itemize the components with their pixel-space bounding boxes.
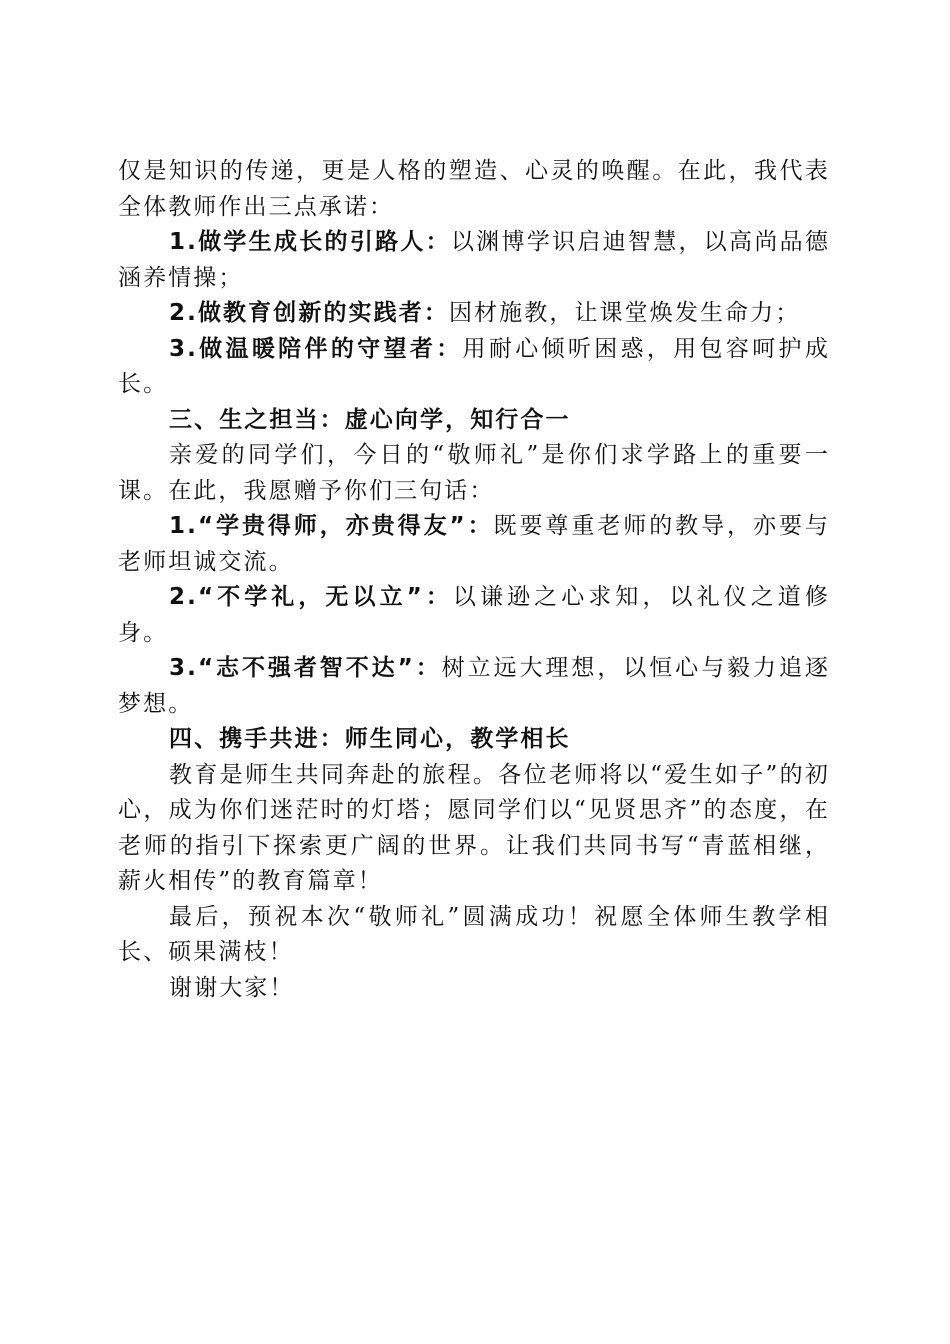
saying-1 [118, 509, 830, 580]
section-3-heading: 三、生之担当：虚心向学，知行合一 [169, 406, 571, 433]
section-3-intro: 亲爱的同学们，今日的“敬师礼”是你们求学路上的重要一课。在此，我愿赠予你们三句话： [118, 442, 830, 504]
promise-lead: 1.做学生成长的引路人： [169, 229, 451, 255]
saying-text: 以谦逊之心求知，以礼仪之道修身。 [118, 584, 830, 646]
saying-2 [118, 580, 830, 651]
saying-lead: 3.“志不强者智不达”： [169, 655, 442, 681]
promise-lead: 2.做教育创新的实践者： [169, 300, 449, 326]
saying-text: 树立远大理想，以恒心与毅力追逐梦想。 [118, 655, 830, 717]
saying-text: 既要尊重老师的教导，亦要与老师坦诚交流。 [118, 513, 830, 575]
promise-lead: 3.做温暖陪伴的守望者： [169, 335, 463, 362]
intro-paragraph: 仅是知识的传递，更是人格的塑造、心灵的唤醒。在此，我代表全体教师作出三点承诺： [118, 158, 830, 220]
thanks-paragraph: 谢谢大家！ [169, 974, 295, 1001]
saying-3 [118, 651, 830, 722]
saying-lead: 2.“不学礼，无以立”： [169, 584, 453, 610]
document-page [118, 154, 830, 1006]
promise-text: 因材施教，让课堂焕发生命力； [448, 300, 801, 326]
section-4-body: 教育是师生共同奔赴的旅程。各位老师将以“爱生如子”的初心，成为你们迷茫时的灯塔；愿同学们以“见贤思齐”的态度，在老师的指引下探索更广阔的世界。让我们共同书写“青蓝相继，薪火相传”的教育篇章！ [118, 761, 830, 894]
teacher-promise-1 [118, 225, 830, 296]
teacher-promise-2 [118, 296, 830, 332]
closing-paragraph: 最后，预祝本次“敬师礼”圆满成功！祝愿全体师生教学相长、硕果满枝！ [118, 903, 830, 965]
promise-text: 以渊博学识启迪智慧，以高尚品德涵养情操； [118, 229, 830, 291]
saying-lead: 1.“学贵得师，亦贵得友”： [169, 513, 494, 539]
promise-text: 用耐心倾听困惑，用包容呵护成长。 [118, 335, 830, 397]
section-4-heading: 四、携手共进：师生同心，教学相长 [169, 726, 571, 752]
teacher-promise-3 [118, 332, 830, 403]
